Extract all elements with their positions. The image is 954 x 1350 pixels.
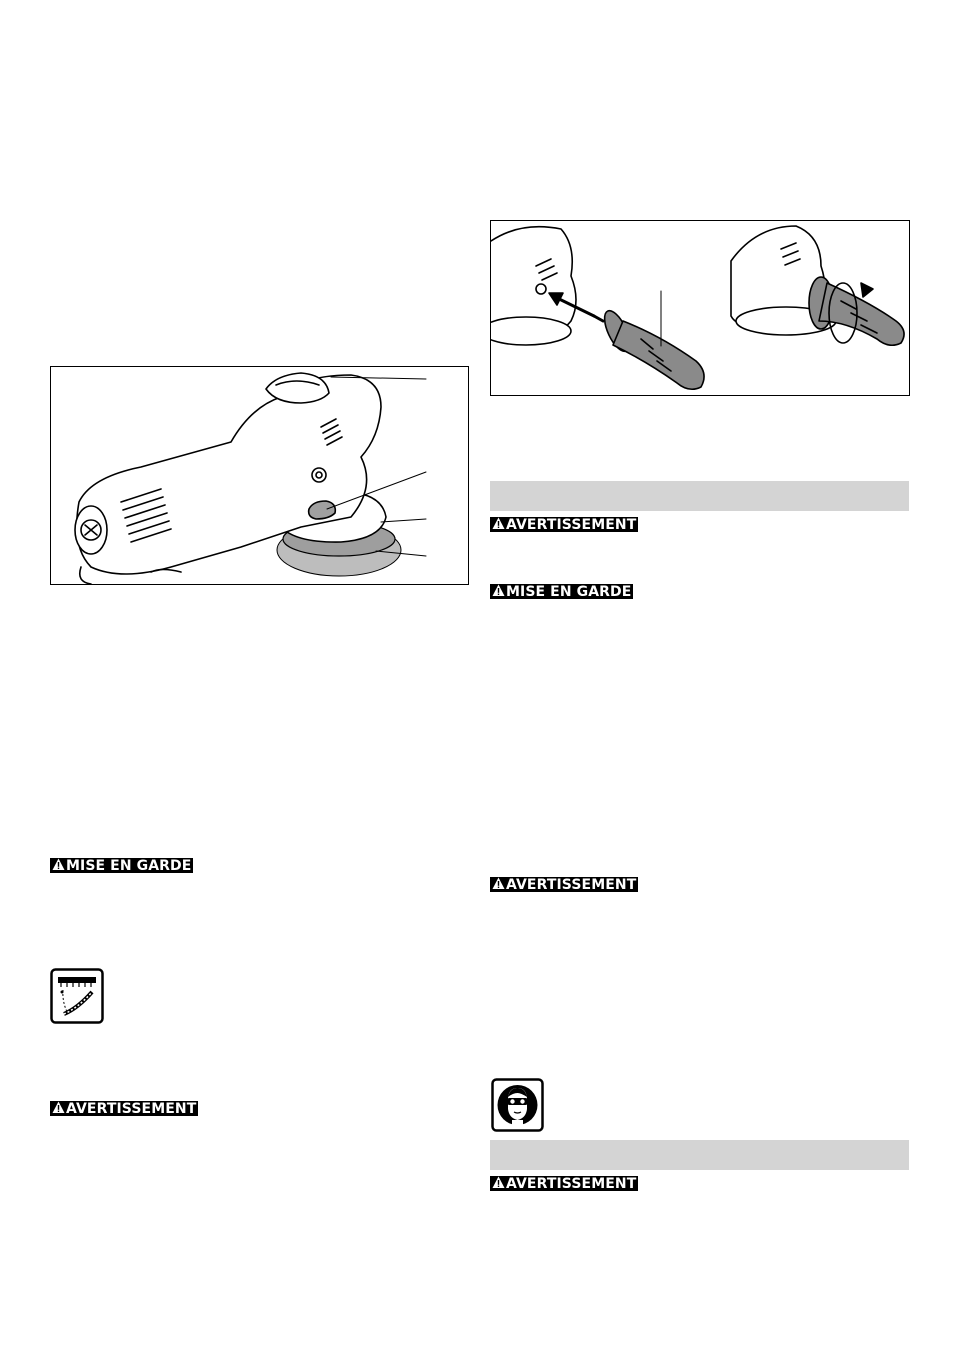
avertissement-label: AVERTISSEMENT <box>506 517 637 533</box>
warning-triangle-icon <box>492 584 505 597</box>
mise-en-garde-badge <box>50 858 193 873</box>
warning-triangle-icon <box>52 1101 65 1114</box>
warning-triangle-icon <box>492 877 505 890</box>
warning-triangle-icon <box>492 517 505 530</box>
avertissement-label: AVERTISSEMENT <box>506 1176 637 1192</box>
speed-dial-icon <box>50 968 104 1024</box>
warning-triangle-icon <box>492 1176 505 1189</box>
figure-side-handle <box>490 220 910 396</box>
avertissement-badge <box>490 1176 638 1191</box>
eye-protection-icon <box>491 1078 544 1132</box>
warning-triangle-icon <box>52 858 65 871</box>
section-header-bar <box>490 481 909 511</box>
mise-en-garde-badge <box>490 584 633 599</box>
avertissement-badge <box>490 877 638 892</box>
avertissement-badge <box>50 1101 198 1116</box>
avertissement-badge <box>490 517 638 532</box>
mise-en-garde-label: MISE EN GARDE <box>506 584 632 600</box>
mise-en-garde-label: MISE EN GARDE <box>66 858 192 874</box>
avertissement-label: AVERTISSEMENT <box>66 1101 197 1117</box>
sander-illustration <box>51 367 468 584</box>
avertissement-label: AVERTISSEMENT <box>506 877 637 893</box>
figure-sander-overview <box>50 366 469 585</box>
handle-illustration <box>491 221 909 395</box>
section-header-bar <box>490 1140 909 1170</box>
